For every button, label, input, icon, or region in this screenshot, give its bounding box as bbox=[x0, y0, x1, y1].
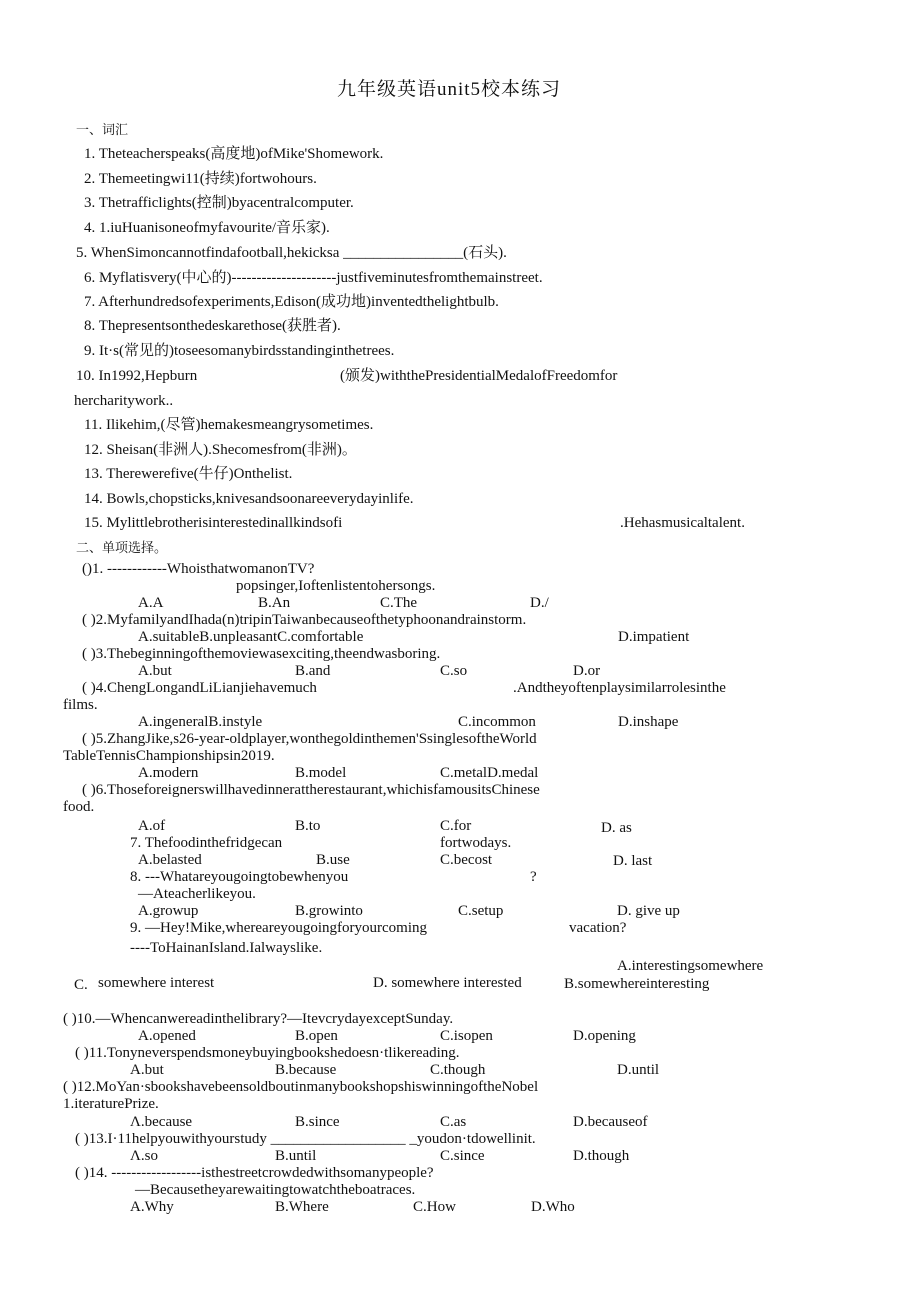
mc-question: ( )12.MoYan·sbookshavebeensoldboutinmanybookshopshiswinningoftheNobel bbox=[63, 1079, 539, 1095]
mc-option: C. bbox=[74, 977, 88, 993]
mc-option: B.and bbox=[295, 663, 331, 679]
mc-option: D.inshape bbox=[618, 714, 679, 730]
mc-option: A.interestingsomewhere bbox=[617, 958, 764, 974]
mc-option: C.How bbox=[413, 1199, 456, 1215]
vocab-item: hercharitywork.. bbox=[74, 393, 174, 409]
mc-option: D. as bbox=[601, 820, 632, 836]
mc-question: ( )10.—Whencanwereadinthelibrary?—ItevcrydayexceptSunday. bbox=[63, 1011, 454, 1027]
mc-option: B.An bbox=[258, 595, 291, 611]
vocab-item: 8. Thepresentsonthedeskarethose(获胜者). bbox=[84, 318, 341, 334]
mc-option: D.becauseof bbox=[573, 1114, 648, 1130]
vocab-item: 10. In1992,Hepburn bbox=[76, 368, 198, 384]
mc-option: D. give up bbox=[617, 903, 680, 919]
mc-option: A.modern bbox=[138, 765, 199, 781]
mc-option: A.but bbox=[138, 663, 172, 679]
mc-option: C.incommon bbox=[458, 714, 536, 730]
vocab-item: 15. Mylittlebrotherisinterestedinallkindsofi bbox=[84, 515, 343, 531]
mc-option: C.for bbox=[440, 818, 472, 834]
vocab-item: 6. Myflatisvery(中心的)---------------------justfiveminutesfromthemainstreet. bbox=[84, 270, 543, 286]
section-heading: 二、单项选择。 bbox=[76, 541, 168, 556]
vocab-item: 5. WhenSimoncannotfindafootball,hekicksa ________________(石头). bbox=[76, 245, 507, 261]
mc-question: popsinger,Ioftenlistentohersongs. bbox=[236, 578, 436, 594]
mc-question: ( )13.I·11helpyouwithyourstudy __________________ _youdon·tdowellinit. bbox=[75, 1131, 536, 1147]
mc-question: .Andtheyoftenplaysimilarrolesinthe bbox=[513, 680, 726, 696]
mc-question: —Becausetheyarewaitingtowatchtheboatraces. bbox=[135, 1182, 416, 1198]
vocab-item: 7. Afterhundredsofexperiments,Edison(成功地)inventedthelightbulb. bbox=[84, 294, 499, 310]
mc-question: 7. Thefoodinthefridgecan bbox=[130, 835, 283, 851]
mc-question: ( )3.Thebeginningofthemoviewasexciting,theendwasboring. bbox=[82, 646, 441, 662]
mc-option: Λ.so bbox=[130, 1148, 158, 1164]
mc-option: C.since bbox=[440, 1148, 485, 1164]
mc-question: ( )2.MyfamilyandIhada(n)tripinTaiwanbecauseofthetyphoonandrainstorm. bbox=[82, 612, 527, 628]
mc-option: B.since bbox=[295, 1114, 340, 1130]
mc-option: D./ bbox=[530, 595, 549, 611]
mc-option: B.to bbox=[295, 818, 321, 834]
mc-option: D.or bbox=[573, 663, 601, 679]
vocab-item: .Hehasmusicaltalent. bbox=[620, 515, 745, 531]
mc-option: C.so bbox=[440, 663, 468, 679]
mc-option: Λ.because bbox=[130, 1114, 193, 1130]
mc-question: 1.iteraturePrize. bbox=[63, 1096, 159, 1112]
mc-question: ( )6.Thoseforeignerswillhavedinnerattherestaurant,whichisfamousitsChinese bbox=[82, 782, 540, 798]
mc-option: D.Who bbox=[531, 1199, 575, 1215]
mc-option: A.suitableB.unpleasantC.comfortable bbox=[138, 629, 364, 645]
mc-option: C.isopen bbox=[440, 1028, 493, 1044]
mc-question: fortwodays. bbox=[440, 835, 512, 851]
section-heading: 一、词汇 bbox=[76, 123, 129, 138]
mc-question: food. bbox=[63, 799, 95, 815]
mc-question: ? bbox=[530, 869, 537, 885]
vocab-item: 14. Bowls,chopsticks,knivesandsoonareeverydayinlife. bbox=[84, 491, 414, 507]
mc-option: A.belasted bbox=[138, 852, 202, 868]
mc-option: B.growinto bbox=[295, 903, 363, 919]
mc-option: A.opened bbox=[138, 1028, 196, 1044]
mc-option: D. last bbox=[613, 853, 653, 869]
vocab-item: 11. Ilikehim,(尽管)hemakesmeangrysometimes. bbox=[84, 417, 374, 433]
mc-option: C.metalD.medal bbox=[440, 765, 539, 781]
mc-option: B.because bbox=[275, 1062, 337, 1078]
mc-question: ----ToHainanIsland.Ialwayslike. bbox=[130, 940, 323, 956]
mc-option: A.but bbox=[130, 1062, 164, 1078]
mc-question: —Ateacherlikeyou. bbox=[138, 886, 256, 902]
vocab-item: 13. Therewerefive(牛仔)Onthelist. bbox=[84, 466, 293, 482]
mc-option: B.open bbox=[295, 1028, 338, 1044]
vocab-item: 2. Themeetingwi11(持续)fortwohours. bbox=[84, 171, 317, 187]
mc-question: films. bbox=[63, 697, 98, 713]
mc-option: C.The bbox=[380, 595, 418, 611]
mc-question: 9. —Hey!Mike,whereareyougoingforyourcoming bbox=[130, 920, 427, 936]
mc-option: C.setup bbox=[458, 903, 504, 919]
mc-option: D.opening bbox=[573, 1028, 636, 1044]
mc-option: D.impatient bbox=[618, 629, 690, 645]
mc-option: D.until bbox=[617, 1062, 660, 1078]
mc-option: C.though bbox=[430, 1062, 486, 1078]
mc-question: vacation? bbox=[569, 920, 627, 936]
mc-option: B.use bbox=[316, 852, 350, 868]
vocab-item: 9. It·s(常见的)toseesomanybirdsstandinginthetrees. bbox=[84, 343, 395, 359]
mc-question: ( )4.ChengLongandLiLianjiehavemuch bbox=[82, 680, 317, 696]
vocab-item: 12. Sheisan(非洲人).Shecomesfrom(非洲)。 bbox=[84, 442, 357, 458]
mc-option: A.Why bbox=[130, 1199, 174, 1215]
mc-option: C.as bbox=[440, 1114, 467, 1130]
page-title: 九年级英语unit5校本练习 bbox=[337, 79, 562, 100]
mc-option: B.model bbox=[295, 765, 347, 781]
mc-option: A.ingeneralB.instyle bbox=[138, 714, 263, 730]
mc-question: ( )14. ------------------isthestreetcrowdedwithsomanypeople? bbox=[75, 1165, 434, 1181]
mc-question: ( )11.Tonyneverspendsmoneybuyingbookshedoesn·tlikereading. bbox=[75, 1045, 460, 1061]
mc-option: A.A bbox=[138, 595, 164, 611]
mc-option: D. somewhere interested bbox=[373, 975, 522, 991]
mc-option: D.though bbox=[573, 1148, 630, 1164]
mc-question: TableTennisChampionshipsin2019. bbox=[63, 748, 275, 764]
mc-option: A.of bbox=[138, 818, 166, 834]
mc-question: 8. ---Whatareyougoingtobewhenyou bbox=[130, 869, 349, 885]
vocab-item: (颁发)withthePresidentialMedalofFreedomfor bbox=[340, 368, 618, 384]
mc-option: B.until bbox=[275, 1148, 317, 1164]
mc-option: C.becost bbox=[440, 852, 493, 868]
mc-question: ( )5.ZhangJike,s26-year-oldplayer,wonthegoldinthemen'SsinglesoftheWorld bbox=[82, 731, 537, 747]
vocab-item: 3. Thetrafficlights(控制)byacentralcomputer. bbox=[84, 195, 354, 211]
mc-option: B.somewhereinteresting bbox=[564, 976, 710, 992]
mc-option: A.growup bbox=[138, 903, 199, 919]
mc-option: B.Where bbox=[275, 1199, 329, 1215]
vocab-item: 1. Theteacherspeaks(高度地)ofMike'Shomework. bbox=[84, 146, 384, 162]
mc-question: ()1. ------------WhoisthatwomanonTV? bbox=[82, 561, 315, 577]
vocab-item: 4. 1.iuHuanisoneofmyfavourite/音乐家). bbox=[84, 220, 330, 236]
mc-option: somewhere interest bbox=[98, 975, 215, 991]
